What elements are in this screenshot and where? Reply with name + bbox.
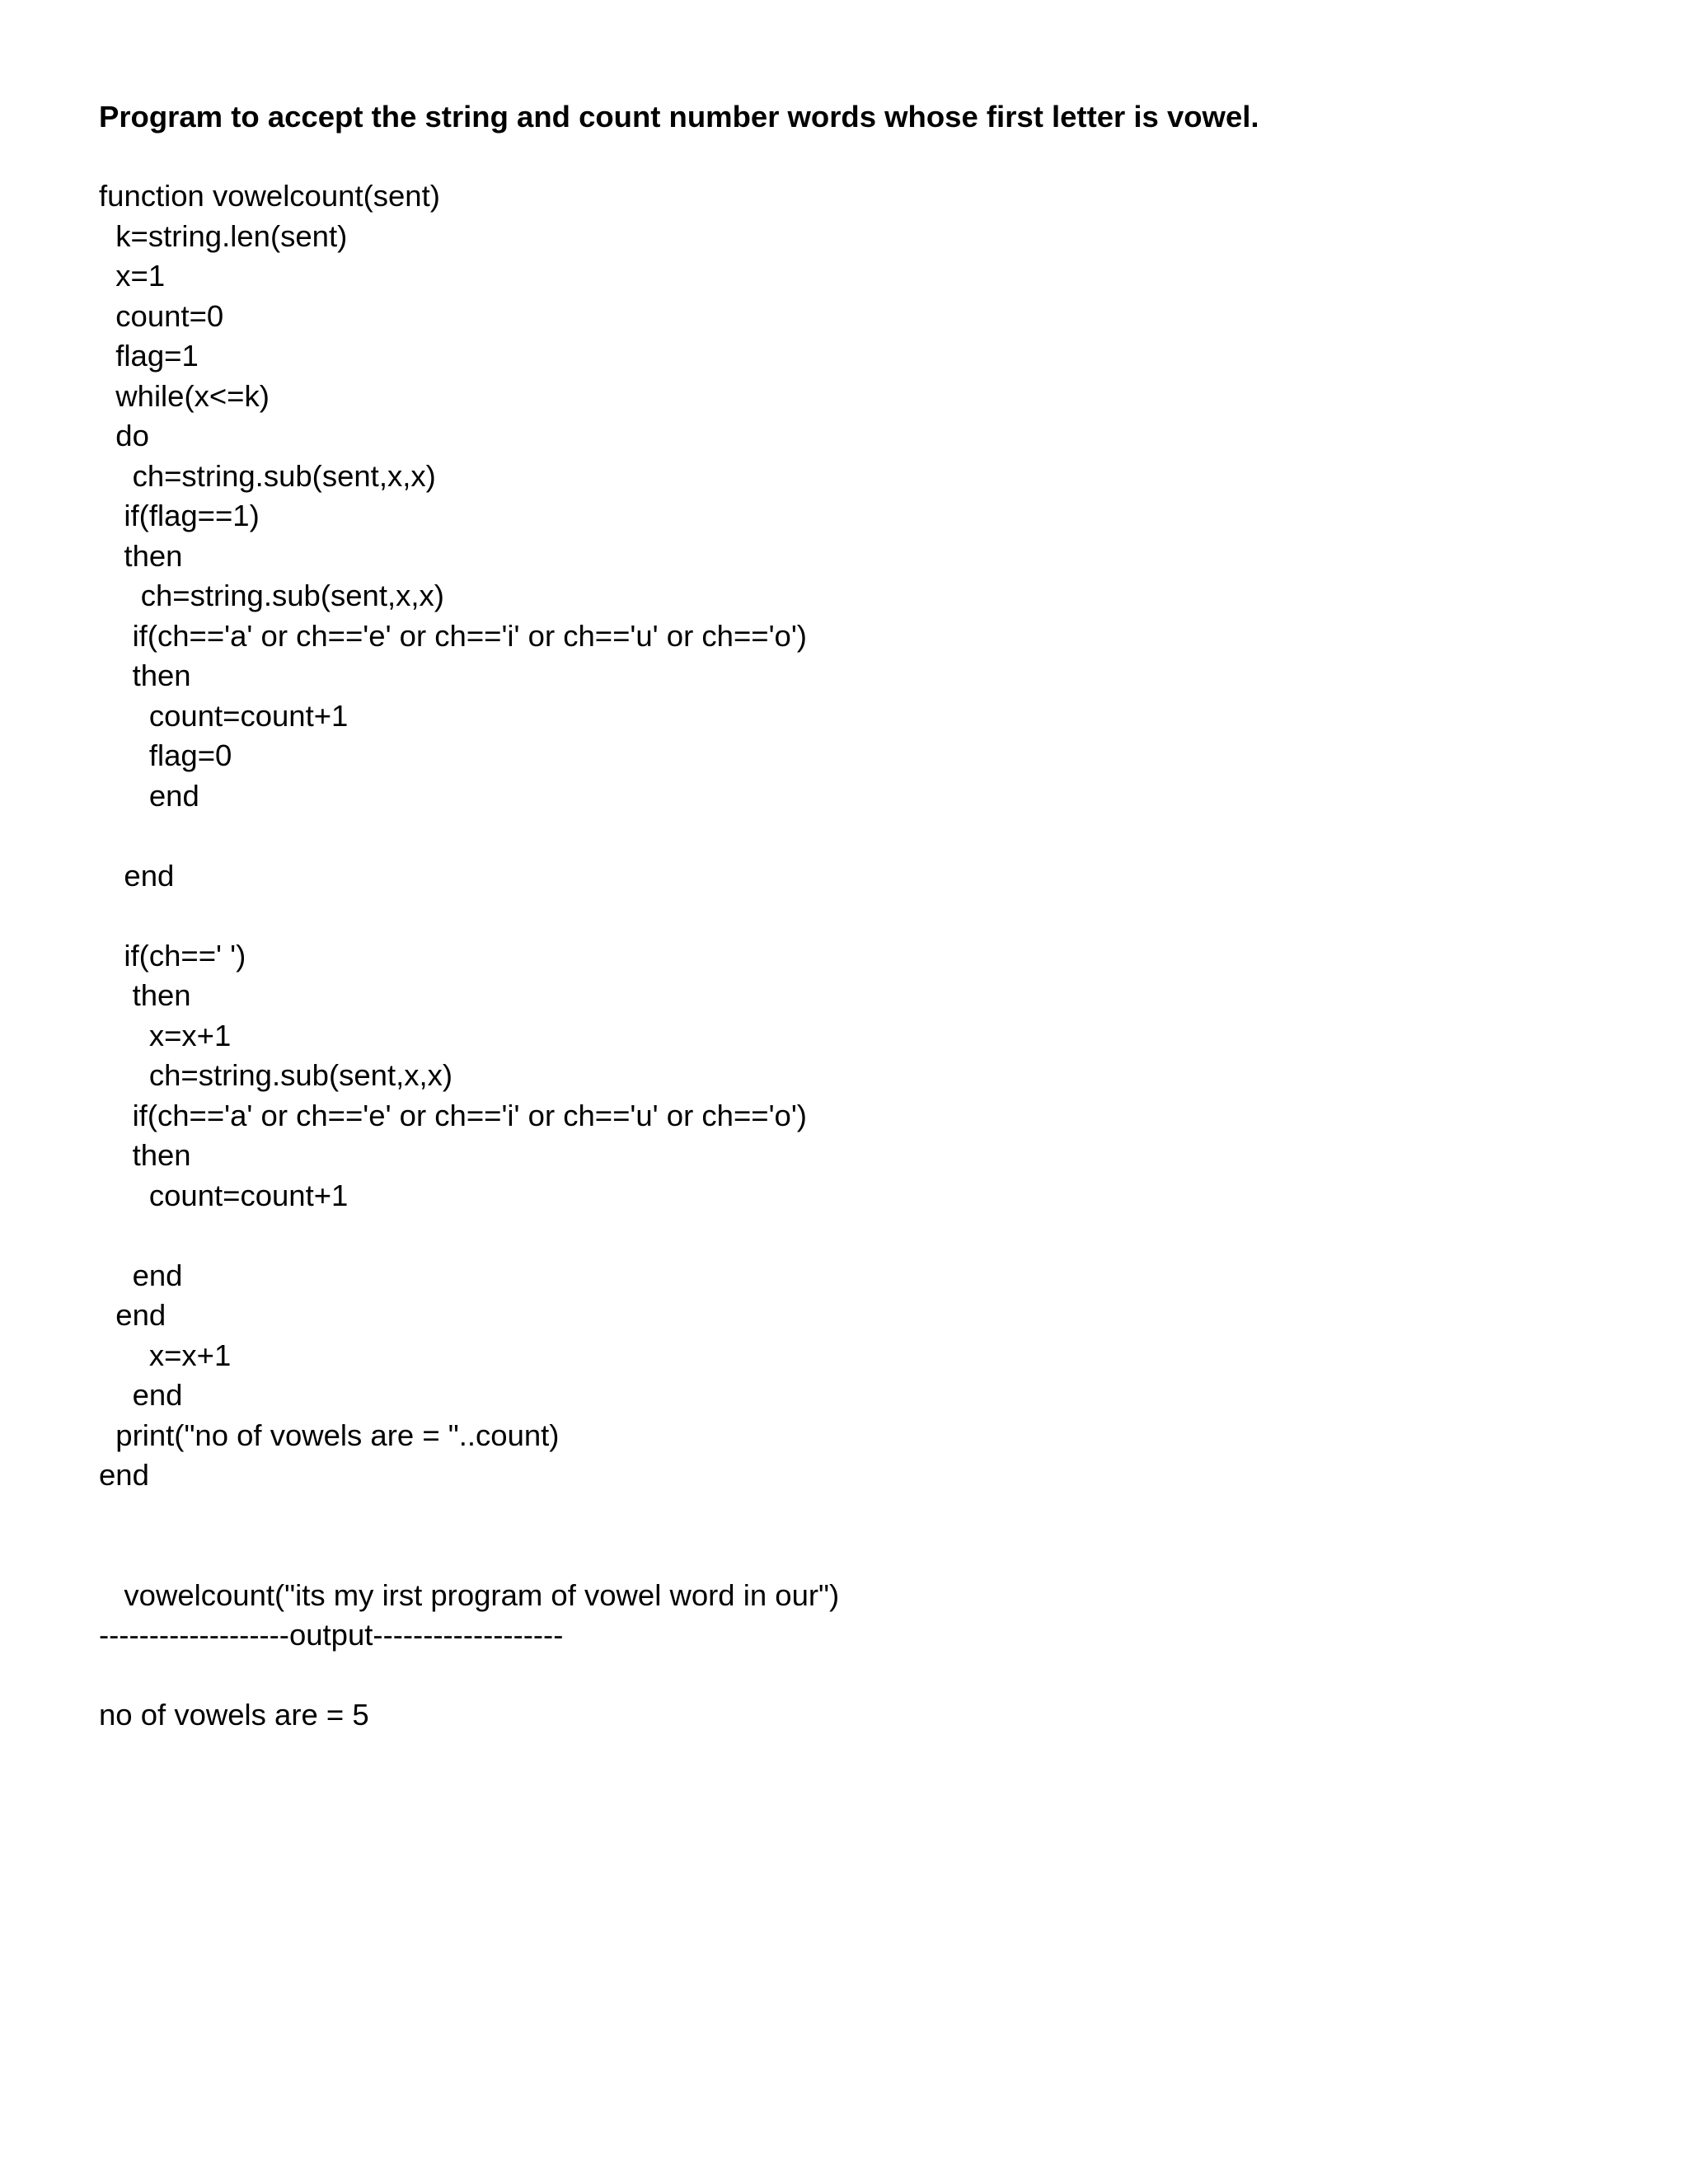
code-line: count=0	[99, 298, 224, 333]
code-line: end	[99, 858, 175, 893]
code-line: then	[99, 538, 183, 573]
code-line: end	[99, 1378, 183, 1412]
code-line: while(x<=k)	[99, 378, 270, 413]
code-line: count=count+1	[99, 698, 349, 733]
code-line: ch=string.sub(sent,x,x)	[99, 579, 444, 612]
code-line: if(ch=='a' or ch=='e' or ch=='i' or ch=='u' or ch=='o')	[99, 1098, 807, 1132]
code-line: flag=0	[99, 738, 232, 772]
code-line: end	[99, 1298, 166, 1332]
code-line: then	[99, 1138, 191, 1172]
code-line: function vowelcount(sent)	[99, 179, 440, 213]
code-line: x=x+1	[99, 1018, 232, 1052]
code-line: if(ch==' ')	[99, 938, 246, 972]
code-line: flag=1	[99, 339, 199, 373]
code-line: count=count+1	[99, 1178, 349, 1212]
code-line: end	[99, 1458, 149, 1492]
document-heading: Program to accept the string and count number words whose first letter is vowel.	[99, 100, 1259, 134]
code-line: end	[99, 1258, 183, 1292]
code-line: vowelcount("its my irst program of vowel word in our")	[99, 1577, 840, 1612]
code-line: ch=string.sub(sent,x,x)	[99, 1058, 453, 1092]
code-line	[99, 816, 839, 856]
code-line: then	[99, 658, 191, 692]
code-line	[99, 1656, 839, 1696]
code-line: -------------------output-------------------	[99, 1618, 564, 1652]
code-line: ch=string.sub(sent,x,x)	[99, 458, 436, 493]
code-line: then	[99, 978, 191, 1012]
code-line: x=x+1	[99, 1338, 232, 1372]
code-line: x=1	[99, 259, 166, 293]
code-line	[99, 1216, 839, 1256]
code-line: k=string.len(sent)	[99, 218, 348, 253]
code-line	[99, 1496, 839, 1536]
code-line: if(flag==1)	[99, 499, 260, 532]
code-line: end	[99, 778, 199, 813]
code-listing	[99, 176, 839, 1736]
code-line: if(ch=='a' or ch=='e' or ch=='i' or ch=='u' or ch=='o')	[99, 618, 807, 653]
code-line: do	[99, 419, 149, 452]
code-line: print("no of vowels are = "..count)	[99, 1418, 560, 1452]
code-line: no of vowels are = 5	[99, 1698, 369, 1732]
code-line	[99, 896, 839, 936]
code-line	[99, 1535, 839, 1576]
